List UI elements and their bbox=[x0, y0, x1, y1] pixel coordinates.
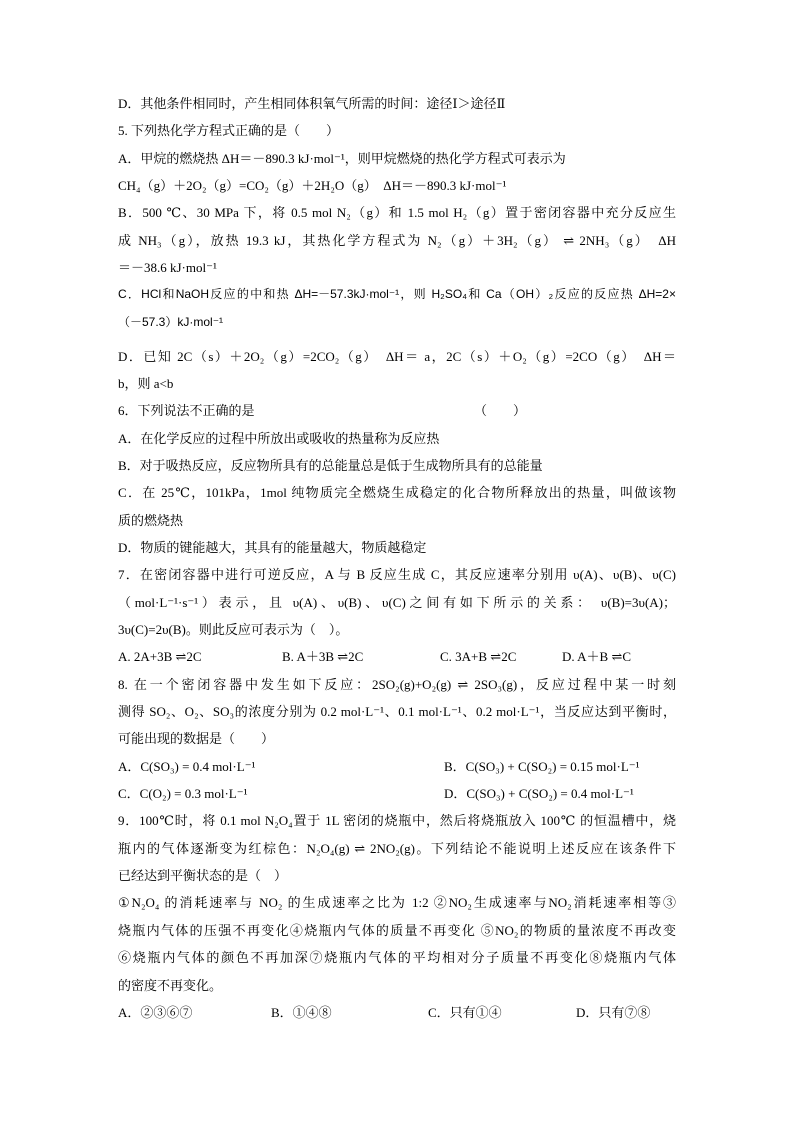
q8-stem-line-1: 8. 在一个密闭容器中发生如下反应：2SO₂(g)+O₂(g) ⇌ 2SO₃(g)，反应过程中某一时刻 bbox=[118, 676, 676, 692]
q8-option-d: D．C(SO₃) + C(SO₂) = 0.4 mol·L⁻¹ bbox=[444, 786, 634, 802]
q8-stem-line-3: 可能出现的数据是（ ） bbox=[118, 731, 275, 747]
q8-option-c: C．C(O₂) = 0.3 mol·L⁻¹ bbox=[118, 786, 248, 802]
q5-option-b-line-2: 成 NH₃（g），放热 19.3 kJ，其热化学方程式为 N₂（g）＋3H₂（g） ⇌ 2NH₃（g） ΔH bbox=[118, 232, 676, 248]
q9-stem-line-1: 9．100℃时，将 0.1 mol N₂O₄置于 1L 密闭的烧瓶中，然后将烧瓶放入 100℃ 的恒温槽中，烧 bbox=[118, 813, 676, 829]
q6-stem: 6．下列说法不正确的是 bbox=[118, 403, 255, 419]
page-content bbox=[118, 90, 676, 1026]
q5-option-a-line-1: A．甲烷的燃烧热 ΔH＝－890.3 kJ·mol⁻¹，则甲烷燃烧的热化学方程式可表示为 bbox=[118, 150, 566, 166]
q9-option-c: C．只有①④ bbox=[428, 1004, 502, 1020]
q9-options-row bbox=[118, 999, 676, 1026]
q9-statements-line-2: 烧瓶内气体的压强不再变化④烧瓶内气体的质量不再变化 ⑤NO₂的物质的量浓度不再改变 bbox=[118, 922, 676, 938]
q5-option-b-line-3: ＝－38.6 kJ·mol⁻¹ bbox=[118, 260, 217, 276]
q7-options-row bbox=[118, 643, 676, 670]
q5-option-a-line-2: CH₄（g）＋2O₂（g）=CO₂（g）＋2H₂O（g） ΔH＝－890.3 kJ·mol⁻¹ bbox=[118, 178, 507, 194]
q7-stem-line-2: （mol·L⁻¹·s⁻¹）表示，且 υ(A)、υ(B)、υ(C)之间有如下所示的关系： υ(B)=3υ(A)； bbox=[118, 594, 676, 610]
q5-stem: 5. 下列热化学方程式正确的是（ ） bbox=[118, 123, 340, 139]
q9-option-a: A．②③⑥⑦ bbox=[118, 1004, 193, 1020]
q6-option-c-line-1: C．在 25℃，101kPa，1mol 纯物质完全燃烧生成稳定的化合物所释放出的热量，叫做该物 bbox=[118, 485, 676, 501]
q7-stem-line-1: 7．在密闭容器中进行可逆反应，A 与 B 反应生成 C，其反应速率分别用 υ(A)、υ(B)、υ(C) bbox=[118, 567, 676, 583]
q5-option-c-line-2: （－57.3）kJ·mol⁻¹ bbox=[118, 314, 224, 329]
q7-option-d: D. A＋B ⇌C bbox=[562, 649, 632, 665]
q9-statements-line-4: 的密度不再变化。 bbox=[118, 977, 223, 993]
q8-option-b: B．C(SO₃) + C(SO₂) = 0.15 mol·L⁻¹ bbox=[444, 758, 640, 774]
q6-option-c-line-2: 质的燃烧热 bbox=[118, 512, 184, 528]
q9-option-b: B．①④⑧ bbox=[271, 1004, 332, 1020]
q9-statements-line-3: ⑥烧瓶内气体的颜色不再加深⑦烧瓶内气体的平均相对分子质量不再变化⑧烧瓶内气体 bbox=[118, 950, 676, 966]
q5-option-d-line-2: b，则 a<b bbox=[118, 375, 174, 391]
q4-option-d: D．其他条件相同时，产生相同体积氧气所需的时间：途径Ⅰ＞途径Ⅱ bbox=[118, 96, 506, 111]
q7-option-a: A. 2A+3B ⇌2C bbox=[118, 649, 202, 665]
q5-option-c-line-1: C．HCl和NaOH反应的中和热 ΔH=－57.3kJ·mol⁻¹，则 H₂SO₄和 Ca（OH）₂反应的反应热 ΔH=2× bbox=[118, 287, 676, 302]
q8-option-a: A．C(SO₃) = 0.4 mol·L⁻¹ bbox=[118, 758, 256, 774]
q8-options-row-1 bbox=[118, 753, 676, 780]
q9-statements-line-1: ①N₂O₄ 的消耗速率与 NO₂ 的生成速率之比为 1:2 ②NO₂生成速率与NO₂消耗速率相等③ bbox=[118, 895, 676, 911]
q7-option-c: C. 3A+B ⇌2C bbox=[440, 649, 517, 665]
q6-answer-bracket: （ ） bbox=[474, 403, 527, 419]
q6-option-b: B．对于吸热反应，反应物所具有的总能量总是低于生成物所具有的总能量 bbox=[118, 457, 543, 473]
q9-stem-line-3: 已经达到平衡状态的是（ ） bbox=[118, 868, 288, 884]
q9-option-d: D．只有⑦⑧ bbox=[576, 1004, 651, 1020]
q6-option-a: A．在化学反应的过程中所放出或吸收的热量称为反应热 bbox=[118, 430, 440, 446]
q8-options-row-2 bbox=[118, 780, 676, 807]
q9-stem-line-2: 瓶内的气体逐渐变为红棕色：N₂O₄(g) ⇌ 2NO₂(g)。下列结论不能说明上述反应在该条件下 bbox=[118, 840, 676, 856]
q6-option-d: D．物质的键能越大，其具有的能量越大，物质越稳定 bbox=[118, 540, 427, 555]
q7-option-b: B. A＋3B ⇌2C bbox=[282, 649, 364, 665]
q5-option-b-line-1: B．500 ℃、30 MPa 下，将 0.5 mol N₂（g）和 1.5 mol H₂（g）置于密闭容器中充分反应生 bbox=[118, 205, 676, 221]
q5-option-d-line-1: D．已知 2C（s）＋2O₂（g）=2CO₂（g） ΔH＝ a，2C（s）＋O₂（g）=2CO（g） ΔH＝ bbox=[118, 348, 676, 364]
q6-stem-row bbox=[118, 397, 676, 424]
q8-stem-line-2: 测得 SO₂、O₂、SO₃的浓度分别为 0.2 mol·L⁻¹、0.1 mol·L⁻¹、0.2 mol·L⁻¹，当反应达到平衡时， bbox=[118, 704, 676, 720]
q7-stem-line-3: 3υ(C)=2υ(B)。则此反应可表示为（ ）。 bbox=[118, 622, 349, 638]
